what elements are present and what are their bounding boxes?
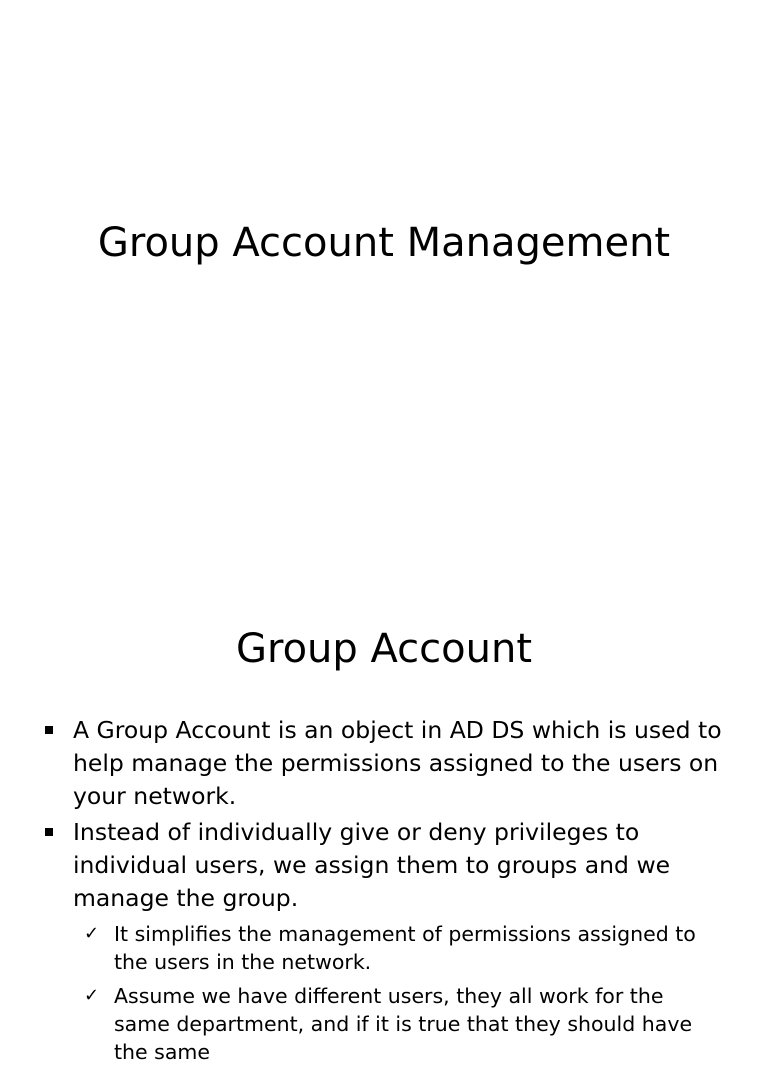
sub-bullet-text: It simplifies the management of permissions assigned to the users in the network. — [114, 922, 696, 974]
sub-bullet-item — [82, 982, 722, 1066]
square-bullet-icon — [45, 828, 53, 836]
sub-bullet-text: Assume we have different users, they all work for the same department, and if it is true that they should have the same — [114, 984, 693, 1064]
bullet-list — [44, 714, 734, 918]
checkmark-icon: ✓ — [84, 985, 100, 1006]
slide-2-title: Group Account — [236, 626, 532, 672]
slide-1-title: Group Account Management — [97, 220, 671, 266]
sub-bullet-item — [82, 920, 722, 976]
bullet-text: Instead of individually give or deny privileges to individual users, we assign them to groups and we manage the group. — [73, 818, 671, 912]
sub-bullet-list — [82, 920, 722, 1072]
square-bullet-icon — [45, 726, 53, 734]
bullet-item — [44, 714, 734, 813]
bullet-text: A Group Account is an object in AD DS which is used to help manage the permissions assigned to the users on your network. — [73, 716, 722, 810]
checkmark-icon: ✓ — [84, 923, 100, 944]
bullet-item — [44, 816, 734, 915]
